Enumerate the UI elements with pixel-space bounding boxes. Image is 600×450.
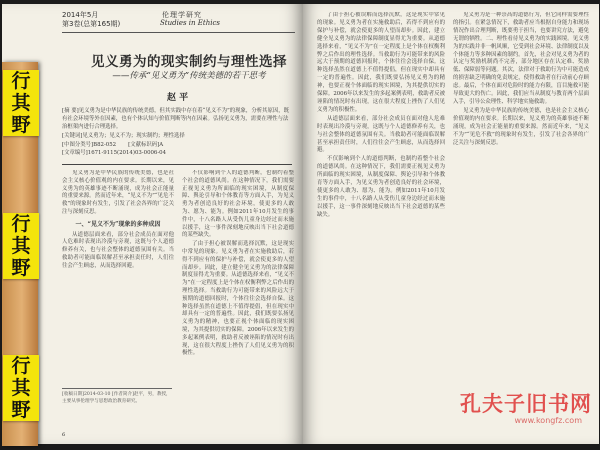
column-a-text-2: 从道德层面来看，部分社会成员在面对他人危难时表现出冷漠与旁观，这既与个人道德修养有关，也与社会整体的道德氛围有关。当救助者可能面临误解甚至承担责任时，人们往往会产生顾虑，从而选择回避。	[317, 115, 445, 154]
sticker-label: 行 其 野	[3, 213, 39, 279]
section-heading: 一、“见义不为”现象的多种成因	[75, 220, 161, 228]
right-page-column-a	[317, 12, 445, 438]
article-title: 见义勇为的现实制约与理性选择	[91, 54, 287, 70]
left-journal-page	[2, 4, 303, 444]
sticker-label: 行 其 野	[3, 355, 39, 421]
right-journal-page	[303, 4, 599, 444]
watermark-logo: 孔夫子旧书网	[460, 392, 592, 416]
issue-date: 2014年5月	[62, 11, 99, 19]
body-column-left	[62, 170, 174, 385]
issue-number: 第3卷(总第165期)	[62, 20, 121, 28]
column-a-text: 了由于担心被误解而选择沉默，这是现实中常见的现象。见义勇为者在实施救助后，若得不到应有的保护与补偿，就会使更多的人望而却步。因此，建立健全见义勇为的法律保障制度显得尤为重要。从道德选择来看，“见义不为”在一定程度上是个体在权衡利弊之后作出的理性选择。当救助行为可能带来的风险远大于预期的道德回报时，个体往往会选择自保。这种选择虽然在道德上不值得提倡，但在现实中却具有一定的普遍性。因此，我们既要弘扬见义勇为的精神，也要正视个体面临的现实困境，为其提供切实的保障。2006年以来发生的多起案例表明，救助者反被诬陷的情况时有出现，这在很大程度上挫伤了人们见义勇为的积极性。	[317, 12, 445, 113]
column-b-text: 见义勇为是一种崇高的道德行为，但它同样需要理性的指引。在紧急情况下，救助者应当根据自身能力和现场情况作出合理判断，既要勇于担当，也要讲究方法，避免无谓的牺牲。二、理性看待见义勇为的实践困境。见义勇为的实践并非一帆风顺，它受到社会环境、法律制度以及个体能力等多种因素的制约。首先，社会对见义勇为者的认定与奖励机制尚不完善，部分地区存在认定难、奖励低、保障弱等问题。其次，法律对于救助行为中可能造成的损害缺乏明确的免责规定，使得救助者在行动前心存顾虑。最后，个体在面对危险时的能力有限，盲目施救可能导致更大的伤亡。因此，我们应当从制度与教育两个层面入手，引导公众理性、科学地实施救助。	[453, 12, 589, 105]
body-column-right	[182, 170, 294, 432]
running-head	[62, 10, 295, 33]
article-number: [文章编号]1671-9115(2014)03-0006-04	[62, 150, 167, 156]
right-column-text: 不仅影响到个人的道德判断，也制约着整个社会的道德风尚。在这种情况下，我们需要正视见义勇为所面临的现实困境，从制度保障、舆论引导和个体教育等方面入手，为见义勇为者创造良好的社会环境，使更多的人敢为、愿为、能为。例如2011年10月发生的事件中，十八名路人从受伤儿童身边经过而未施以援手，这一事件深刻地反映出当下社会道德的某些缺失。	[182, 170, 294, 239]
journal-name-cn: 伦理学研究	[162, 11, 202, 19]
right-page-column-b	[453, 12, 589, 392]
keywords: [关键词]见义勇为；见义不为；现实制约；理性选择	[62, 133, 185, 139]
column-b-text-2: 见义勇为是中华民族的传统美德，也是社会主义核心价值观的内在要求。长期以来，见义勇为的英雄事迹不断涌现，成为社会正能量的重要来源。然而近年来，“见义不为”“见危不救”的现象时有发生，引发了社会各界的广泛关注与深刻反思。	[453, 107, 589, 146]
class-number: [中图分类号]B82-052	[62, 142, 117, 148]
abstract-text: [摘 要]见义勇为是中华民族的传统美德，但其实践中存在着“见义不为”的现象，分析其原因，既有社会环境等外在因素，也有个体认知与价值判断等内在因素。弘扬见义勇为，需要在理性与法治框架内进行合理选择。	[62, 108, 290, 130]
abstract-block	[62, 107, 290, 158]
column-a-text-3: 不仅影响到个人的道德判断，也制约着整个社会的道德风尚。在这种情况下，我们需要正视见义勇为所面临的现实困境，从制度保障、舆论引导和个体教育等方面入手，为见义勇为者创造良好的社会环境，使更多的人敢为、愿为、能为。例如2011年10月发生的事件中，十八名路人从受伤儿童身边经过而未施以援手，这一事件深刻地反映出当下社会道德的某些缺失。	[317, 156, 445, 218]
watermark-url: www.kongfz.com	[514, 416, 582, 425]
journal-name-en: Studies in Ethics	[160, 19, 220, 27]
document-code: [文献标识码]A	[128, 142, 164, 148]
sticker-label: 行 其 野	[3, 70, 39, 136]
divider	[62, 164, 292, 165]
footnote: [收稿日期]2014-03-10 [作者简介]赵平，男，教授，主要从事伦理学与思想政治教育研究。	[62, 388, 172, 405]
article-subtitle: ——传承“见义勇为”传统美德的若干思考	[112, 71, 266, 81]
section-paragraph: 从道德层面来看，部分社会成员在面对他人危难时表现出冷漠与旁观，这既与个人道德修养有关，也与社会整体的道德氛围有关。当救助者可能面临误解甚至承担责任时，人们往往会产生顾虑，从而选择回避。	[62, 231, 174, 269]
intro-paragraph: 见义勇为是中华民族的传统美德，也是社会主义核心价值观的内在要求。长期以来，见义勇为的英雄事迹不断涌现，成为社会正能量的重要来源。然而近年来，“见义不为”“见危不救”的现象时有发生，引发了社会各界的广泛关注与深刻反思。	[62, 170, 174, 215]
right-column-text-2: 了由于担心被误解而选择沉默，这是现实中常见的现象。见义勇为者在实施救助后，若得不到应有的保护与补偿，就会使更多的人望而却步。因此，建立健全见义勇为的法律保障制度显得尤为重要。从道德选择来看，“见义不为”在一定程度上是个体在权衡利弊之后作出的理性选择。当救助行为可能带来的风险远大于预期的道德回报时，个体往往会选择自保。这种选择虽然在道德上不值得提倡，但在现实中却具有一定的普遍性。因此，我们既要弘扬见义勇为的精神，也要正视个体面临的现实困境，为其提供切实的保障。2006年以来发生的多起案例表明，救助者反被诬陷的情况时有出现，这在很大程度上挫伤了人们见义勇为的积极性。	[182, 241, 294, 357]
page-number: 6	[62, 432, 66, 438]
author-name: 赵 平	[167, 93, 189, 103]
